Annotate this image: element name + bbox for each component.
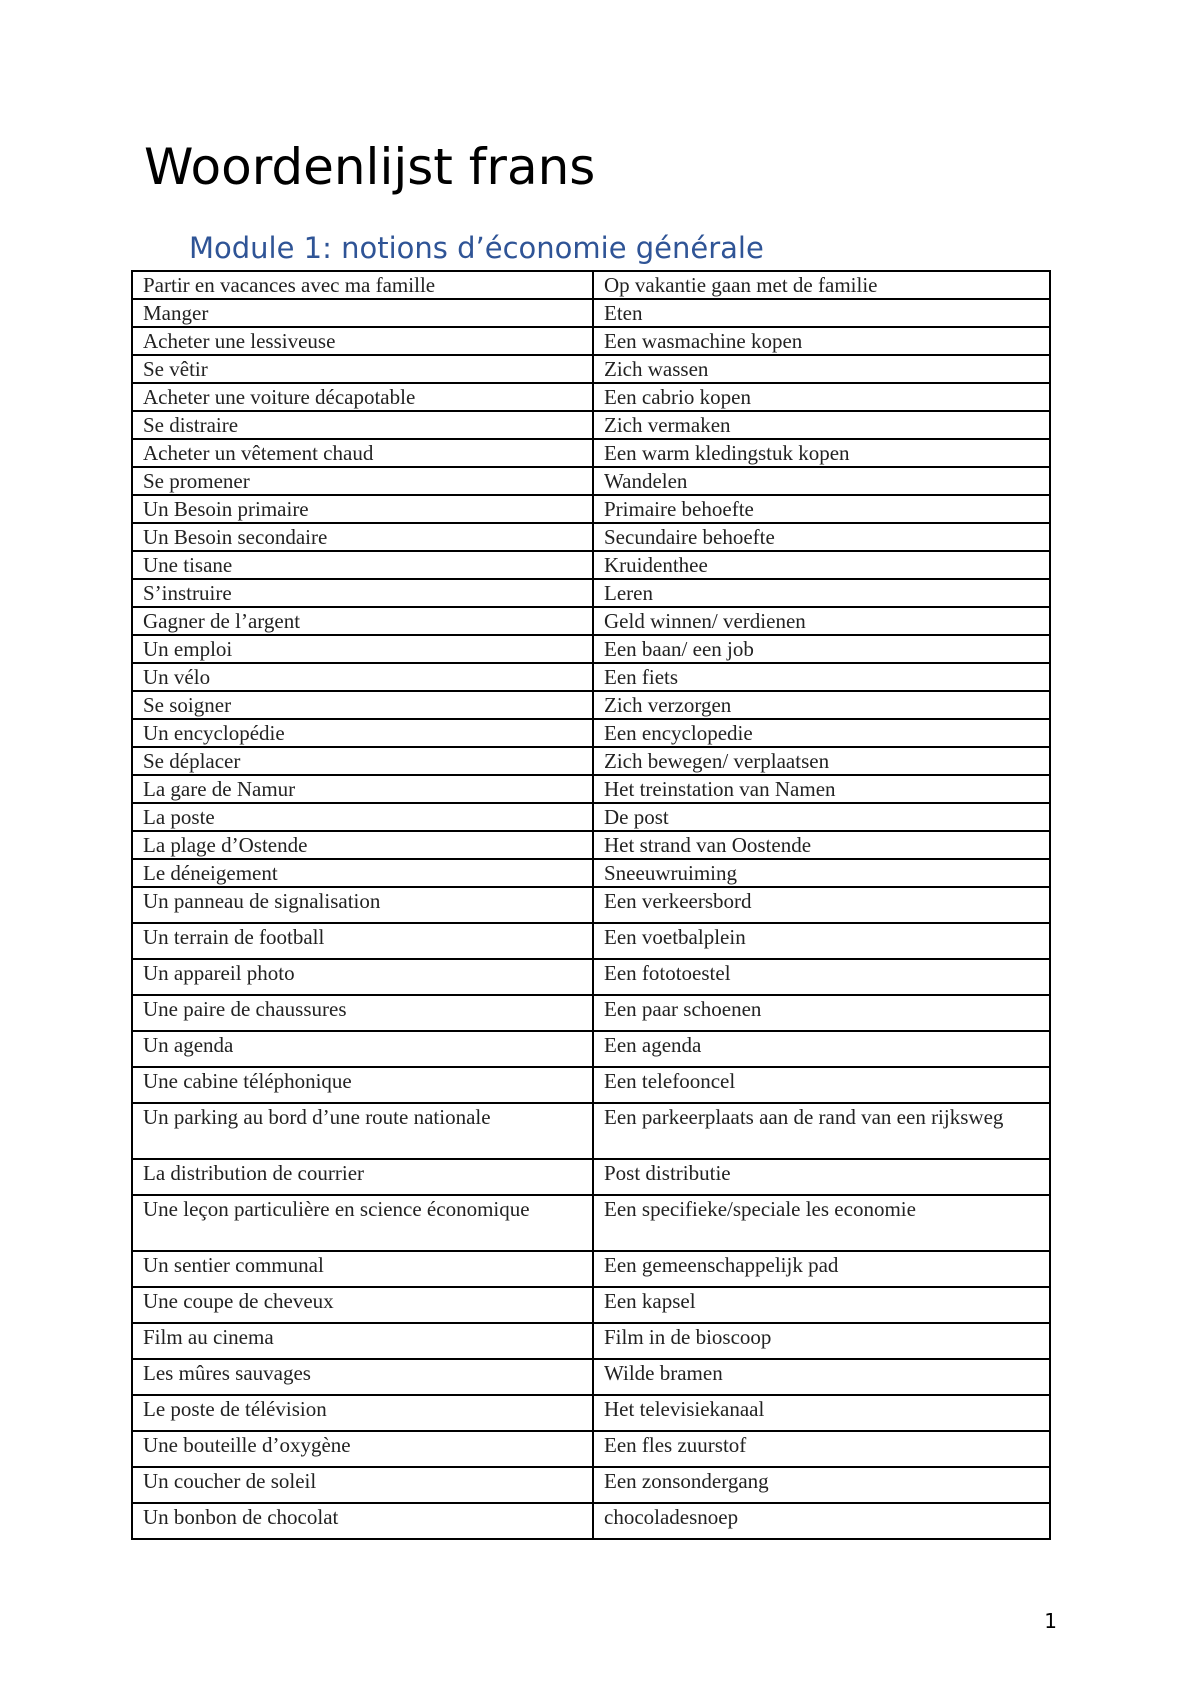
- dutch-translation-cell: Een zonsondergang: [593, 1467, 1050, 1503]
- french-term-cell: Manger: [132, 299, 593, 327]
- dutch-translation-cell: Het televisiekanaal: [593, 1395, 1050, 1431]
- french-term-cell: Une coupe de cheveux: [132, 1287, 593, 1323]
- french-term-cell: Se distraire: [132, 411, 593, 439]
- french-term-cell: La poste: [132, 803, 593, 831]
- table-row: [132, 803, 1050, 831]
- table-row: [132, 831, 1050, 859]
- dutch-translation-cell: Een verkeersbord: [593, 887, 1050, 923]
- french-term-cell: Une paire de chaussures: [132, 995, 593, 1031]
- french-term-cell: S’instruire: [132, 579, 593, 607]
- table-row: [132, 887, 1050, 923]
- french-term-cell: Un Besoin secondaire: [132, 523, 593, 551]
- dutch-translation-cell: Een baan/ een job: [593, 635, 1050, 663]
- french-term-cell: Acheter une voiture décapotable: [132, 383, 593, 411]
- dutch-translation-cell: Leren: [593, 579, 1050, 607]
- dutch-translation-cell: Wandelen: [593, 467, 1050, 495]
- french-term-cell: Un agenda: [132, 1031, 593, 1067]
- table-row: [132, 995, 1050, 1031]
- table-row: [132, 1323, 1050, 1359]
- table-row: [132, 495, 1050, 523]
- dutch-translation-cell: Film in de bioscoop: [593, 1323, 1050, 1359]
- dutch-translation-cell: Een cabrio kopen: [593, 383, 1050, 411]
- dutch-translation-cell: Geld winnen/ verdienen: [593, 607, 1050, 635]
- french-term-cell: Une cabine téléphonique: [132, 1067, 593, 1103]
- dutch-translation-cell: Een kapsel: [593, 1287, 1050, 1323]
- dutch-translation-cell: Een agenda: [593, 1031, 1050, 1067]
- french-term-cell: Les mûres sauvages: [132, 1359, 593, 1395]
- dutch-translation-cell: Een encyclopedie: [593, 719, 1050, 747]
- french-term-cell: Se déplacer: [132, 747, 593, 775]
- french-term-cell: Un parking au bord d’une route nationale: [132, 1103, 593, 1159]
- table-row: [132, 1031, 1050, 1067]
- french-term-cell: Film au cinema: [132, 1323, 593, 1359]
- dutch-translation-cell: Een gemeenschappelijk pad: [593, 1251, 1050, 1287]
- french-term-cell: Partir en vacances avec ma famille: [132, 271, 593, 299]
- page-number: 1: [1044, 1609, 1057, 1633]
- table-row: [132, 271, 1050, 299]
- french-term-cell: La distribution de courrier: [132, 1159, 593, 1195]
- module-heading: Module 1: notions d’économie générale: [189, 231, 764, 265]
- table-row: [132, 299, 1050, 327]
- table-row: [132, 1287, 1050, 1323]
- table-row: [132, 1503, 1050, 1539]
- french-term-cell: Un emploi: [132, 635, 593, 663]
- dutch-translation-cell: Een telefooncel: [593, 1067, 1050, 1103]
- dutch-translation-cell: Een paar schoenen: [593, 995, 1050, 1031]
- table-row: [132, 663, 1050, 691]
- table-row: [132, 579, 1050, 607]
- table-row: [132, 411, 1050, 439]
- french-term-cell: Un sentier communal: [132, 1251, 593, 1287]
- french-term-cell: Un terrain de football: [132, 923, 593, 959]
- dutch-translation-cell: chocoladesnoep: [593, 1503, 1050, 1539]
- french-term-cell: Un bonbon de chocolat: [132, 1503, 593, 1539]
- french-term-cell: La gare de Namur: [132, 775, 593, 803]
- dutch-translation-cell: Een warm kledingstuk kopen: [593, 439, 1050, 467]
- table-row: [132, 1359, 1050, 1395]
- french-term-cell: Un appareil photo: [132, 959, 593, 995]
- table-row: [132, 1103, 1050, 1159]
- dutch-translation-cell: Wilde bramen: [593, 1359, 1050, 1395]
- dutch-translation-cell: Eten: [593, 299, 1050, 327]
- dutch-translation-cell: Een fiets: [593, 663, 1050, 691]
- dutch-translation-cell: Een fles zuurstof: [593, 1431, 1050, 1467]
- dutch-translation-cell: De post: [593, 803, 1050, 831]
- table-row: [132, 859, 1050, 887]
- dutch-translation-cell: Sneeuwruiming: [593, 859, 1050, 887]
- french-term-cell: Un coucher de soleil: [132, 1467, 593, 1503]
- french-term-cell: Acheter un vêtement chaud: [132, 439, 593, 467]
- table-row: [132, 1251, 1050, 1287]
- table-row: [132, 1195, 1050, 1251]
- french-term-cell: Se soigner: [132, 691, 593, 719]
- dutch-translation-cell: Het treinstation van Namen: [593, 775, 1050, 803]
- dutch-translation-cell: Op vakantie gaan met de familie: [593, 271, 1050, 299]
- french-term-cell: Se vêtir: [132, 355, 593, 383]
- dutch-translation-cell: Secundaire behoefte: [593, 523, 1050, 551]
- table-row: [132, 327, 1050, 355]
- table-row: [132, 523, 1050, 551]
- french-term-cell: Une bouteille d’oxygène: [132, 1431, 593, 1467]
- table-row: [132, 635, 1050, 663]
- table-row: [132, 467, 1050, 495]
- table-row: [132, 607, 1050, 635]
- french-term-cell: Se promener: [132, 467, 593, 495]
- french-term-cell: Un vélo: [132, 663, 593, 691]
- french-term-cell: Le déneigement: [132, 859, 593, 887]
- table-row: [132, 383, 1050, 411]
- dutch-translation-cell: Een fototoestel: [593, 959, 1050, 995]
- dutch-translation-cell: Een voetbalplein: [593, 923, 1050, 959]
- table-row: [132, 1467, 1050, 1503]
- dutch-translation-cell: Een wasmachine kopen: [593, 327, 1050, 355]
- dutch-translation-cell: Het strand van Oostende: [593, 831, 1050, 859]
- table-row: [132, 959, 1050, 995]
- french-term-cell: La plage d’Ostende: [132, 831, 593, 859]
- french-term-cell: Gagner de l’argent: [132, 607, 593, 635]
- french-term-cell: Acheter une lessiveuse: [132, 327, 593, 355]
- page-title: Woordenlijst frans: [144, 138, 596, 196]
- french-term-cell: Un encyclopédie: [132, 719, 593, 747]
- table-row: [132, 1159, 1050, 1195]
- table-row: [132, 1067, 1050, 1103]
- dutch-translation-cell: Zich bewegen/ verplaatsen: [593, 747, 1050, 775]
- dutch-translation-cell: Zich verzorgen: [593, 691, 1050, 719]
- dutch-translation-cell: Zich vermaken: [593, 411, 1050, 439]
- french-term-cell: Un Besoin primaire: [132, 495, 593, 523]
- table-row: [132, 1395, 1050, 1431]
- vocabulary-table: [131, 270, 1051, 1540]
- dutch-translation-cell: Zich wassen: [593, 355, 1050, 383]
- french-term-cell: Une tisane: [132, 551, 593, 579]
- table-row: [132, 439, 1050, 467]
- french-term-cell: Le poste de télévision: [132, 1395, 593, 1431]
- dutch-translation-cell: Primaire behoefte: [593, 495, 1050, 523]
- dutch-translation-cell: Post distributie: [593, 1159, 1050, 1195]
- dutch-translation-cell: Een specifieke/speciale les economie: [593, 1195, 1050, 1251]
- table-row: [132, 355, 1050, 383]
- french-term-cell: Un panneau de signalisation: [132, 887, 593, 923]
- table-row: [132, 775, 1050, 803]
- table-row: [132, 923, 1050, 959]
- table-row: [132, 1431, 1050, 1467]
- table-row: [132, 551, 1050, 579]
- table-row: [132, 719, 1050, 747]
- vocabulary-table-body: [132, 271, 1050, 1539]
- dutch-translation-cell: Een parkeerplaats aan de rand van een rijksweg: [593, 1103, 1050, 1159]
- table-row: [132, 691, 1050, 719]
- french-term-cell: Une leçon particulière en science économique: [132, 1195, 593, 1251]
- dutch-translation-cell: Kruidenthee: [593, 551, 1050, 579]
- table-row: [132, 747, 1050, 775]
